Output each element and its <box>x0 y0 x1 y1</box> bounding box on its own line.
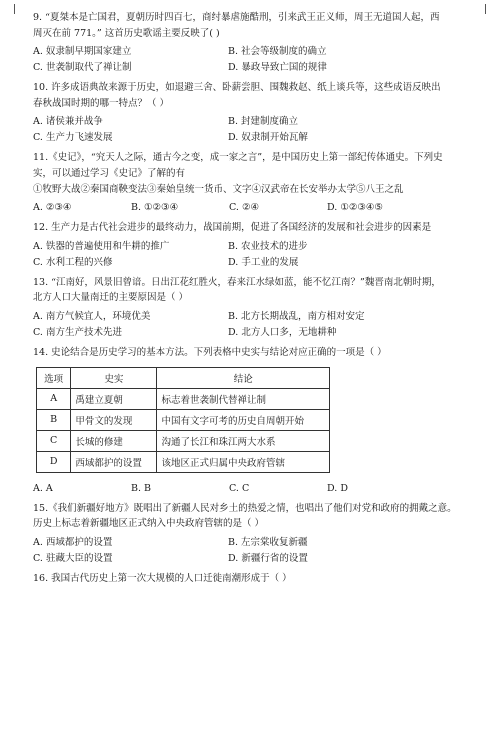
question-12-options <box>33 239 473 271</box>
question-16 <box>33 571 473 587</box>
option-a[interactable]: A. 诸侯兼并战争 <box>33 116 103 128</box>
option-c[interactable]: C. 生产力飞速发展 <box>33 132 113 144</box>
option-b[interactable]: B. 社会等级制度的确立 <box>228 46 327 58</box>
question-14 <box>33 345 473 497</box>
crop-mark-top-left <box>4 4 15 14</box>
question-12-stem-line-1: 12. 生产力是古代社会进步的最终动力，战国前期，促进了各国经济的发展和社会进步的因素是 <box>33 222 432 234</box>
question-9-stem-line-1: 9. “夏桀本是亡国君，夏朝历时四百七，商纣暴虐施酷刑，引来武王正义师，周王无道国人起，西 <box>33 12 440 23</box>
option-a[interactable]: A. 奴隶制早期国家建立 <box>33 46 132 58</box>
option-d[interactable]: D. 手工业的发展 <box>228 256 299 268</box>
option-a[interactable]: A. 西域都护的设置 <box>33 536 113 548</box>
option-b[interactable]: B. B <box>131 482 152 494</box>
option-c[interactable]: C. 世袭制取代了禅让制 <box>33 62 132 74</box>
question-11-options <box>33 200 473 216</box>
table-row <box>37 409 330 430</box>
option-d[interactable]: D. 北方人口多，无地耕种 <box>228 326 337 338</box>
table-header-cell: 选项 <box>37 367 71 388</box>
table-cell: D <box>37 451 71 472</box>
question-13-options <box>33 309 473 341</box>
table-cell: 甲骨文的发现 <box>71 409 157 430</box>
question-14-table <box>36 367 330 473</box>
option-b[interactable]: B. 左宗棠收复新疆 <box>228 536 308 548</box>
table-cell: 长城的修建 <box>71 430 157 451</box>
table-cell: B <box>37 409 71 430</box>
option-b[interactable]: B. ①②③④ <box>131 202 179 214</box>
option-d[interactable]: D. 新疆行省的设置 <box>228 552 308 564</box>
question-10-stem-line-2: 春秋战国时期的哪一特点？（ ） <box>33 97 170 109</box>
table-header-row <box>37 367 330 388</box>
question-13-stem-line-2: 北方人口大量南迁的主要原因是（ ） <box>33 292 189 304</box>
table-header-cell: 史实 <box>71 367 157 388</box>
option-c[interactable]: C. C <box>229 482 250 494</box>
option-a[interactable]: A. ②③④ <box>33 202 72 214</box>
crop-mark-top-right <box>485 4 496 14</box>
table-cell: 禹建立夏朝 <box>71 388 157 409</box>
question-15-stem-line-1: 15.《我们新疆好地方》既唱出了新疆人民对乡土的热爱之情，也唱出了他们对党和政府的拥戴之意。 <box>33 502 457 514</box>
table-cell: 该地区正式归属中央政府管辖 <box>157 451 330 472</box>
question-15-stem-line-2: 历史上标志着新疆地区正式纳入中央政府管辖的是（ ） <box>33 518 265 530</box>
option-c[interactable]: C. 水利工程的兴修 <box>33 256 113 268</box>
question-16-stem-line-1: 16. 我国古代历史上第一次大规模的人口迁徙南潮形成于（ ） <box>33 572 292 584</box>
table-cell: 标志着世袭制代替禅让制 <box>157 388 330 409</box>
option-d[interactable]: D. D <box>327 482 348 494</box>
table-header-cell: 结论 <box>157 367 330 388</box>
question-11 <box>33 150 473 216</box>
option-d[interactable]: D. ①②③④⑤ <box>327 202 383 214</box>
option-b[interactable]: B. 北方长期战乱，南方相对安定 <box>228 310 365 322</box>
question-11-stem-line-3: ①牧野大战②秦国商鞅变法③秦始皇统一货币、文字④汉武帝在长安举办太学⑤八王之乱 <box>33 183 404 195</box>
option-d[interactable]: D. 暴政导致亡国的规律 <box>228 62 327 74</box>
question-11-stem-line-2: 实，可以通过学习《史记》了解的有 <box>33 167 186 179</box>
table-cell: A <box>37 388 71 409</box>
question-13 <box>33 275 473 341</box>
question-14-stem-line-1: 14. 史论结合是历史学习的基本方法。下列表格中史实与结论对应正确的一项是（ ） <box>33 346 387 358</box>
question-10-stem-line-1: 10. 许多成语典故来源于历史，如退避三舍、卧薪尝胆、围魏救赵、纸上谈兵等，这些成语反映出 <box>33 82 441 94</box>
table-cell: 沟通了长江和珠江两大水系 <box>157 430 330 451</box>
option-b[interactable]: B. 农业技术的进步 <box>228 240 308 252</box>
question-14-options <box>33 481 473 497</box>
question-12 <box>33 220 473 271</box>
option-c[interactable]: C. ②④ <box>229 202 260 214</box>
question-list <box>33 10 473 586</box>
table-cell: C <box>37 430 71 451</box>
table-row <box>37 451 330 472</box>
question-15-options <box>33 535 473 567</box>
option-b[interactable]: B. 封建制度确立 <box>228 116 299 128</box>
option-c[interactable]: C. 驻藏大臣的设置 <box>33 552 113 564</box>
table-row <box>37 430 330 451</box>
question-11-stem-line-1: 11.《史记》，“究天人之际，通古今之变，成一家之言”，是中国历史上第一部纪传体通史。下列史 <box>33 152 443 164</box>
table-cell: 中国有文字可考的历史自周朝开始 <box>157 409 330 430</box>
question-9 <box>33 10 473 76</box>
option-d[interactable]: D. 奴隶制开始瓦解 <box>228 132 308 144</box>
table-row <box>37 388 330 409</box>
question-10 <box>33 80 473 146</box>
table-cell: 西域都护的设置 <box>71 451 157 472</box>
option-a[interactable]: A. 南方气候宜人，环境优美 <box>33 310 151 322</box>
option-a[interactable]: A. 铁器的普遍使用和牛耕的推广 <box>33 240 170 252</box>
option-c[interactable]: C. 南方生产技术先进 <box>33 326 122 338</box>
question-10-options <box>33 114 473 146</box>
question-13-stem-line-1: 13. “江南好，风景旧曾谙。日出江花红胜火，春来江水绿如蓝，能不忆江南？”魏晋南北朝时期， <box>33 276 441 288</box>
question-9-options <box>33 44 473 76</box>
option-a[interactable]: A. A <box>33 482 53 494</box>
question-9-stem-line-2: 周灭在前 771。” 这首历史歌谣主要反映了( ) <box>33 27 220 39</box>
question-15 <box>33 501 473 567</box>
